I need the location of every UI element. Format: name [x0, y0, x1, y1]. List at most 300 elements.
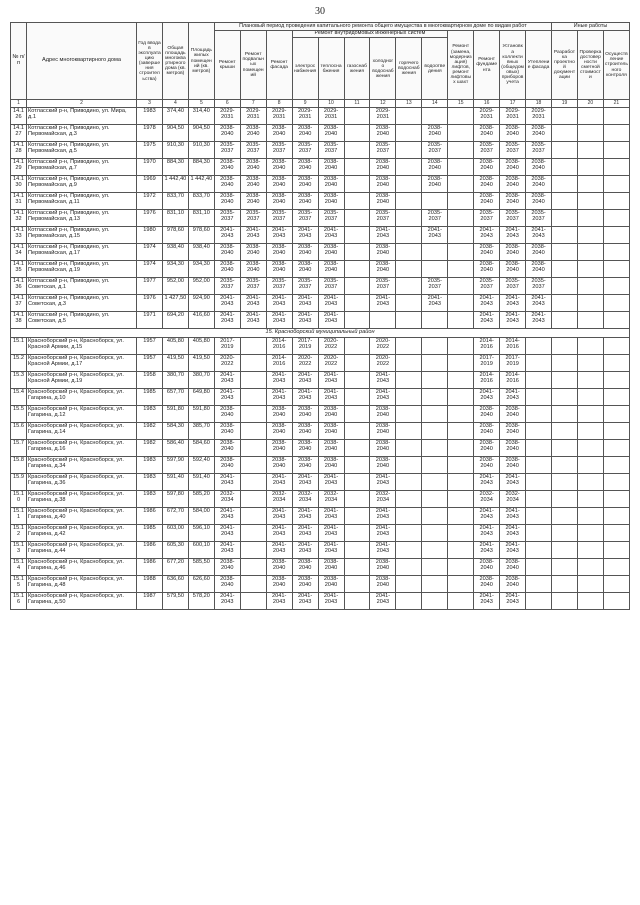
- cold-water-cell: 2038-2040: [370, 261, 396, 278]
- facade-cell: 2038-2040: [266, 125, 292, 142]
- hot-water-cell: [396, 312, 422, 329]
- electric-cell: 2038-2040: [292, 125, 318, 142]
- insulation-cell: 2035-2037: [526, 142, 552, 159]
- foundation-cell: 2041-2043: [474, 508, 500, 525]
- basement-cell: [240, 372, 266, 389]
- area-total-cell: 591,80: [162, 406, 188, 423]
- metering-cell: 2032-2034: [500, 491, 526, 508]
- column-number-cell: 4: [162, 100, 188, 108]
- table-row: [11, 355, 630, 372]
- year-cell: 1970: [137, 159, 163, 176]
- metering-cell: 2035-2037: [500, 278, 526, 295]
- metering-cell: 2041-2043: [500, 474, 526, 491]
- roof-cell: 2038-2040: [214, 125, 240, 142]
- facade-cell: 2041-2043: [266, 525, 292, 542]
- facade-cell: 2041-2043: [266, 227, 292, 244]
- hot-water-cell: [396, 372, 422, 389]
- basement-cell: [240, 440, 266, 457]
- column-number-cell: 12: [370, 100, 396, 108]
- basement-cell: 2038-2040: [240, 244, 266, 261]
- elevator-cell: [448, 227, 474, 244]
- electric-cell: 2020-2022: [292, 355, 318, 372]
- year-cell: 1986: [137, 508, 163, 525]
- header-basement: Ремонт подвальных помещений: [240, 30, 266, 100]
- hot-water-cell: [396, 542, 422, 559]
- insulation-cell: [526, 457, 552, 474]
- header-year: Год ввода в эксплуатацию (завершения строительства): [137, 23, 163, 100]
- roof-cell: 2035-2037: [214, 142, 240, 159]
- year-cell: 1974: [137, 261, 163, 278]
- column-number-cell: 1: [11, 100, 27, 108]
- header-elevator: Ремонт (замена, модернизация) лифтов, ремонт лифтовых шахт: [448, 30, 474, 100]
- table-row: [11, 440, 630, 457]
- facade-cell: 2041-2043: [266, 508, 292, 525]
- year-cell: 1982: [137, 440, 163, 457]
- facade-cell: 2041-2043: [266, 474, 292, 491]
- gas-cell: [344, 508, 370, 525]
- facade-cell: 2038-2040: [266, 193, 292, 210]
- insulation-cell: 2041-2043: [526, 312, 552, 329]
- year-cell: 1976: [137, 210, 163, 227]
- facade-cell: 2041-2043: [266, 593, 292, 610]
- metering-cell: 2041-2043: [500, 227, 526, 244]
- hot-water-cell: [396, 508, 422, 525]
- electric-cell: 2041-2043: [292, 525, 318, 542]
- heating-cell: 2038-2040: [318, 423, 344, 440]
- table-row: [11, 244, 630, 261]
- elevator-cell: [448, 125, 474, 142]
- roof-cell: 2038-2040: [214, 406, 240, 423]
- cold-water-cell: 2041-2043: [370, 372, 396, 389]
- row-number-cell: 14.126: [11, 108, 27, 125]
- metering-cell: 2041-2043: [500, 389, 526, 406]
- year-cell: 1982: [137, 423, 163, 440]
- area-total-cell: 952,00: [162, 278, 188, 295]
- sewer-cell: 2035-2037: [422, 278, 448, 295]
- header-foundation: Ремонт фундамента: [474, 30, 500, 100]
- sewer-cell: 2038-2040: [422, 176, 448, 193]
- basement-cell: [240, 457, 266, 474]
- cold-water-cell: 2038-2040: [370, 559, 396, 576]
- design-docs-cell: [552, 542, 578, 559]
- design-docs-cell: [552, 576, 578, 593]
- estimate-cell: [577, 108, 603, 125]
- estimate-cell: [577, 244, 603, 261]
- insulation-cell: [526, 474, 552, 491]
- supervision-cell: [603, 576, 629, 593]
- foundation-cell: 2038-2040: [474, 193, 500, 210]
- heating-cell: 2041-2043: [318, 593, 344, 610]
- sewer-cell: [422, 389, 448, 406]
- metering-cell: 2038-2040: [500, 576, 526, 593]
- table-row: [11, 108, 630, 125]
- sewer-cell: [422, 593, 448, 610]
- roof-cell: 2029-2031: [214, 108, 240, 125]
- supervision-cell: [603, 474, 629, 491]
- cold-water-cell: 2038-2040: [370, 193, 396, 210]
- roof-cell: 2038-2040: [214, 576, 240, 593]
- foundation-cell: 2014-2016: [474, 372, 500, 389]
- row-number-cell: 14.128: [11, 142, 27, 159]
- roof-cell: 2041-2043: [214, 295, 240, 312]
- area-total-cell: 831,10: [162, 210, 188, 227]
- foundation-cell: 2041-2043: [474, 295, 500, 312]
- heating-cell: 2038-2040: [318, 406, 344, 423]
- address-cell: Красноборский р-н, Красноборск, ул. Гагарина, д.16: [27, 440, 137, 457]
- insulation-cell: [526, 406, 552, 423]
- elevator-cell: [448, 406, 474, 423]
- basement-cell: [240, 559, 266, 576]
- electric-cell: 2041-2043: [292, 227, 318, 244]
- area-living-cell: 585,20: [188, 491, 214, 508]
- year-cell: 1983: [137, 406, 163, 423]
- area-total-cell: 579,50: [162, 593, 188, 610]
- insulation-cell: [526, 372, 552, 389]
- sewer-cell: 2035-2037: [422, 210, 448, 227]
- sewer-cell: [422, 261, 448, 278]
- design-docs-cell: [552, 559, 578, 576]
- elevator-cell: [448, 312, 474, 329]
- elevator-cell: [448, 142, 474, 159]
- cold-water-cell: 2041-2043: [370, 389, 396, 406]
- facade-cell: 2038-2040: [266, 261, 292, 278]
- facade-cell: 2032-2034: [266, 491, 292, 508]
- estimate-cell: [577, 474, 603, 491]
- heating-cell: 2041-2043: [318, 227, 344, 244]
- table-row: [11, 278, 630, 295]
- facade-cell: 2038-2040: [266, 559, 292, 576]
- column-number-cell: 17: [500, 100, 526, 108]
- supervision-cell: [603, 193, 629, 210]
- row-number-cell: 15.16: [11, 593, 27, 610]
- elevator-cell: [448, 559, 474, 576]
- table-row: [11, 176, 630, 193]
- electric-cell: 2041-2043: [292, 295, 318, 312]
- facade-cell: 2038-2040: [266, 440, 292, 457]
- row-number-cell: 15.4: [11, 389, 27, 406]
- header-hot-water: горячего водоснабжения: [396, 38, 422, 100]
- electric-cell: 2038-2040: [292, 244, 318, 261]
- electric-cell: 2038-2040: [292, 423, 318, 440]
- header-area-living: Площадь жилых помещений (кв. метров): [188, 23, 214, 100]
- design-docs-cell: [552, 593, 578, 610]
- area-total-cell: 605,30: [162, 542, 188, 559]
- elevator-cell: [448, 389, 474, 406]
- basement-cell: 2035-2037: [240, 210, 266, 227]
- estimate-cell: [577, 423, 603, 440]
- elevator-cell: [448, 355, 474, 372]
- hot-water-cell: [396, 474, 422, 491]
- area-living-cell: 978,60: [188, 227, 214, 244]
- hot-water-cell: [396, 210, 422, 227]
- header-heating: теплоснабжения: [318, 38, 344, 100]
- cold-water-cell: 2038-2040: [370, 159, 396, 176]
- electric-cell: 2041-2043: [292, 542, 318, 559]
- sewer-cell: [422, 193, 448, 210]
- electric-cell: 2041-2043: [292, 474, 318, 491]
- gas-cell: [344, 125, 370, 142]
- electric-cell: 2041-2043: [292, 508, 318, 525]
- foundation-cell: 2038-2040: [474, 457, 500, 474]
- heating-cell: 2020-2022: [318, 355, 344, 372]
- design-docs-cell: [552, 125, 578, 142]
- design-docs-cell: [552, 176, 578, 193]
- row-number-cell: 15.9: [11, 474, 27, 491]
- header-facade: Ремонт фасада: [266, 30, 292, 100]
- address-cell: Красноборский р-н, Красноборск, ул. Гагарина, д.38: [27, 491, 137, 508]
- area-living-cell: 596,10: [188, 525, 214, 542]
- column-number-cell: 3: [137, 100, 163, 108]
- supervision-cell: [603, 593, 629, 610]
- heating-cell: 2041-2043: [318, 295, 344, 312]
- cold-water-cell: 2038-2040: [370, 176, 396, 193]
- roof-cell: 2038-2040: [214, 159, 240, 176]
- hot-water-cell: [396, 227, 422, 244]
- foundation-cell: 2041-2043: [474, 312, 500, 329]
- elevator-cell: [448, 508, 474, 525]
- cold-water-cell: 2038-2040: [370, 576, 396, 593]
- address-cell: Красноборский р-н, Красноборск, ул. Гагарина, д.50: [27, 593, 137, 610]
- design-docs-cell: [552, 423, 578, 440]
- area-total-cell: 657,70: [162, 389, 188, 406]
- insulation-cell: [526, 423, 552, 440]
- supervision-cell: [603, 278, 629, 295]
- supervision-cell: [603, 295, 629, 312]
- area-living-cell: 833,70: [188, 193, 214, 210]
- metering-cell: 2038-2040: [500, 559, 526, 576]
- metering-cell: 2014-2016: [500, 338, 526, 355]
- insulation-cell: [526, 508, 552, 525]
- metering-cell: 2017-2019: [500, 355, 526, 372]
- cold-water-cell: 2038-2040: [370, 244, 396, 261]
- address-cell: Красноборский р-н, Красноборск, ул. Гагарина, д.40: [27, 508, 137, 525]
- electric-cell: 2017-2019: [292, 338, 318, 355]
- area-living-cell: 592,40: [188, 457, 214, 474]
- estimate-cell: [577, 576, 603, 593]
- hot-water-cell: [396, 142, 422, 159]
- insulation-cell: [526, 525, 552, 542]
- area-total-cell: 694,20: [162, 312, 188, 329]
- address-cell: Красноборский р-н, Красноборск, ул. Красной Армии, д.17: [27, 355, 137, 372]
- sewer-cell: [422, 508, 448, 525]
- gas-cell: [344, 338, 370, 355]
- area-total-cell: 910,30: [162, 142, 188, 159]
- roof-cell: 2032-2034: [214, 491, 240, 508]
- table-row: [11, 491, 630, 508]
- cold-water-cell: 2035-2037: [370, 278, 396, 295]
- row-number-cell: 14.137: [11, 295, 27, 312]
- insulation-cell: 2038-2040: [526, 261, 552, 278]
- area-living-cell: 952,00: [188, 278, 214, 295]
- basement-cell: 2035-2037: [240, 278, 266, 295]
- hot-water-cell: [396, 355, 422, 372]
- heating-cell: 2038-2040: [318, 457, 344, 474]
- design-docs-cell: [552, 261, 578, 278]
- estimate-cell: [577, 227, 603, 244]
- cold-water-cell: [370, 312, 396, 329]
- heating-cell: 2038-2040: [318, 244, 344, 261]
- area-living-cell: 380,70: [188, 372, 214, 389]
- hot-water-cell: [396, 193, 422, 210]
- row-number-cell: 15.13: [11, 542, 27, 559]
- table-body: [11, 100, 630, 610]
- insulation-cell: [526, 338, 552, 355]
- gas-cell: [344, 176, 370, 193]
- elevator-cell: [448, 542, 474, 559]
- facade-cell: 2038-2040: [266, 576, 292, 593]
- address-cell: Котласский р-н, Приводино, ул. Первомайская, д.9: [27, 176, 137, 193]
- basement-cell: [240, 576, 266, 593]
- design-docs-cell: [552, 355, 578, 372]
- heating-cell: 2020-2022: [318, 338, 344, 355]
- sewer-cell: 2038-2040: [422, 159, 448, 176]
- gas-cell: [344, 474, 370, 491]
- metering-cell: 2041-2043: [500, 525, 526, 542]
- area-total-cell: 904,50: [162, 125, 188, 142]
- metering-cell: 2038-2040: [500, 244, 526, 261]
- metering-cell: 2038-2040: [500, 261, 526, 278]
- basement-cell: [240, 525, 266, 542]
- electric-cell: 2038-2040: [292, 440, 318, 457]
- area-total-cell: 419,50: [162, 355, 188, 372]
- year-cell: 1986: [137, 542, 163, 559]
- facade-cell: 2035-2037: [266, 210, 292, 227]
- insulation-cell: 2041-2043: [526, 295, 552, 312]
- electric-cell: 2032-2034: [292, 491, 318, 508]
- elevator-cell: [448, 576, 474, 593]
- cold-water-cell: 2020-2022: [370, 355, 396, 372]
- row-number-cell: 15.12: [11, 525, 27, 542]
- estimate-cell: [577, 338, 603, 355]
- area-total-cell: 374,40: [162, 108, 188, 125]
- design-docs-cell: [552, 312, 578, 329]
- design-docs-cell: [552, 440, 578, 457]
- row-number-cell: 14.132: [11, 210, 27, 227]
- elevator-cell: [448, 193, 474, 210]
- address-cell: Красноборский р-н, Красноборск, ул. Красной Армии, д.15: [27, 338, 137, 355]
- elevator-cell: [448, 338, 474, 355]
- elevator-cell: [448, 159, 474, 176]
- header-estimate: Проверка достоверности сметной стоимости: [577, 30, 603, 100]
- sewer-cell: 2035-2037: [422, 142, 448, 159]
- capital-repair-table: [10, 22, 630, 610]
- row-number-cell: 14.136: [11, 278, 27, 295]
- design-docs-cell: [552, 338, 578, 355]
- estimate-cell: [577, 355, 603, 372]
- row-number-cell: 15.1: [11, 338, 27, 355]
- metering-cell: 2041-2043: [500, 312, 526, 329]
- area-living-cell: 591,80: [188, 406, 214, 423]
- heating-cell: 2038-2040: [318, 193, 344, 210]
- elevator-cell: [448, 261, 474, 278]
- roof-cell: 2020-2022: [214, 355, 240, 372]
- gas-cell: [344, 312, 370, 329]
- table-row: [11, 312, 630, 329]
- electric-cell: 2035-2037: [292, 278, 318, 295]
- insulation-cell: [526, 542, 552, 559]
- basement-cell: [240, 491, 266, 508]
- table-row: [11, 389, 630, 406]
- elevator-cell: [448, 295, 474, 312]
- supervision-cell: [603, 125, 629, 142]
- area-total-cell: 978,60: [162, 227, 188, 244]
- area-living-cell: 584,60: [188, 440, 214, 457]
- address-cell: Красноборский р-н, Красноборск, ул. Гагарина, д.14: [27, 423, 137, 440]
- supervision-cell: [603, 142, 629, 159]
- roof-cell: 2041-2043: [214, 474, 240, 491]
- address-cell: Котласский р-н, Приводино, ул. Первомайская, д.3: [27, 125, 137, 142]
- foundation-cell: 2041-2043: [474, 525, 500, 542]
- address-cell: Красноборский р-н, Красноборск, ул. Гагарина, д.42: [27, 525, 137, 542]
- area-living-cell: 831,10: [188, 210, 214, 227]
- estimate-cell: [577, 125, 603, 142]
- column-number-cell: 18: [526, 100, 552, 108]
- cold-water-cell: 2041-2043: [370, 508, 396, 525]
- hot-water-cell: [396, 576, 422, 593]
- heating-cell: 2041-2043: [318, 312, 344, 329]
- header-insulation: Утепление фасада: [526, 30, 552, 100]
- sewer-cell: [422, 440, 448, 457]
- roof-cell: 2041-2043: [214, 372, 240, 389]
- cold-water-cell: 2041-2043: [370, 525, 396, 542]
- facade-cell: 2038-2040: [266, 457, 292, 474]
- heating-cell: 2038-2040: [318, 440, 344, 457]
- cold-water-cell: 2038-2040: [370, 125, 396, 142]
- heating-cell: 2029-2031: [318, 108, 344, 125]
- area-living-cell: 1 442,40: [188, 176, 214, 193]
- cold-water-cell: 2038-2040: [370, 406, 396, 423]
- facade-cell: 2041-2043: [266, 295, 292, 312]
- foundation-cell: 2035-2037: [474, 210, 500, 227]
- header-sewer: водоотведения: [422, 38, 448, 100]
- facade-cell: 2035-2037: [266, 142, 292, 159]
- foundation-cell: 2032-2034: [474, 491, 500, 508]
- sewer-cell: [422, 338, 448, 355]
- table-row: [11, 542, 630, 559]
- supervision-cell: [603, 372, 629, 389]
- basement-cell: 2035-2037: [240, 142, 266, 159]
- row-number-cell: 15.14: [11, 559, 27, 576]
- sewer-cell: [422, 423, 448, 440]
- heating-cell: 2041-2043: [318, 474, 344, 491]
- metering-cell: 2041-2043: [500, 593, 526, 610]
- column-number-cell: 6: [214, 100, 240, 108]
- elevator-cell: [448, 372, 474, 389]
- area-total-cell: 934,30: [162, 261, 188, 278]
- hot-water-cell: [396, 440, 422, 457]
- heating-cell: 2038-2040: [318, 176, 344, 193]
- gas-cell: [344, 108, 370, 125]
- metering-cell: 2041-2043: [500, 295, 526, 312]
- estimate-cell: [577, 278, 603, 295]
- roof-cell: 2041-2043: [214, 593, 240, 610]
- insulation-cell: 2038-2040: [526, 244, 552, 261]
- address-cell: Котласский р-н, Приводино, ул. Первомайская, д.5: [27, 142, 137, 159]
- insulation-cell: 2038-2040: [526, 159, 552, 176]
- address-cell: Котласский р-н, Приводино, ул. Советская, д.3: [27, 295, 137, 312]
- estimate-cell: [577, 406, 603, 423]
- foundation-cell: 2038-2040: [474, 423, 500, 440]
- table-row: [11, 125, 630, 142]
- table-row: [11, 261, 630, 278]
- foundation-cell: 2038-2040: [474, 261, 500, 278]
- area-living-cell: 924,90: [188, 295, 214, 312]
- foundation-cell: 2038-2040: [474, 244, 500, 261]
- area-living-cell: 600,10: [188, 542, 214, 559]
- year-cell: 1972: [137, 193, 163, 210]
- roof-cell: 2038-2040: [214, 559, 240, 576]
- sewer-cell: [422, 559, 448, 576]
